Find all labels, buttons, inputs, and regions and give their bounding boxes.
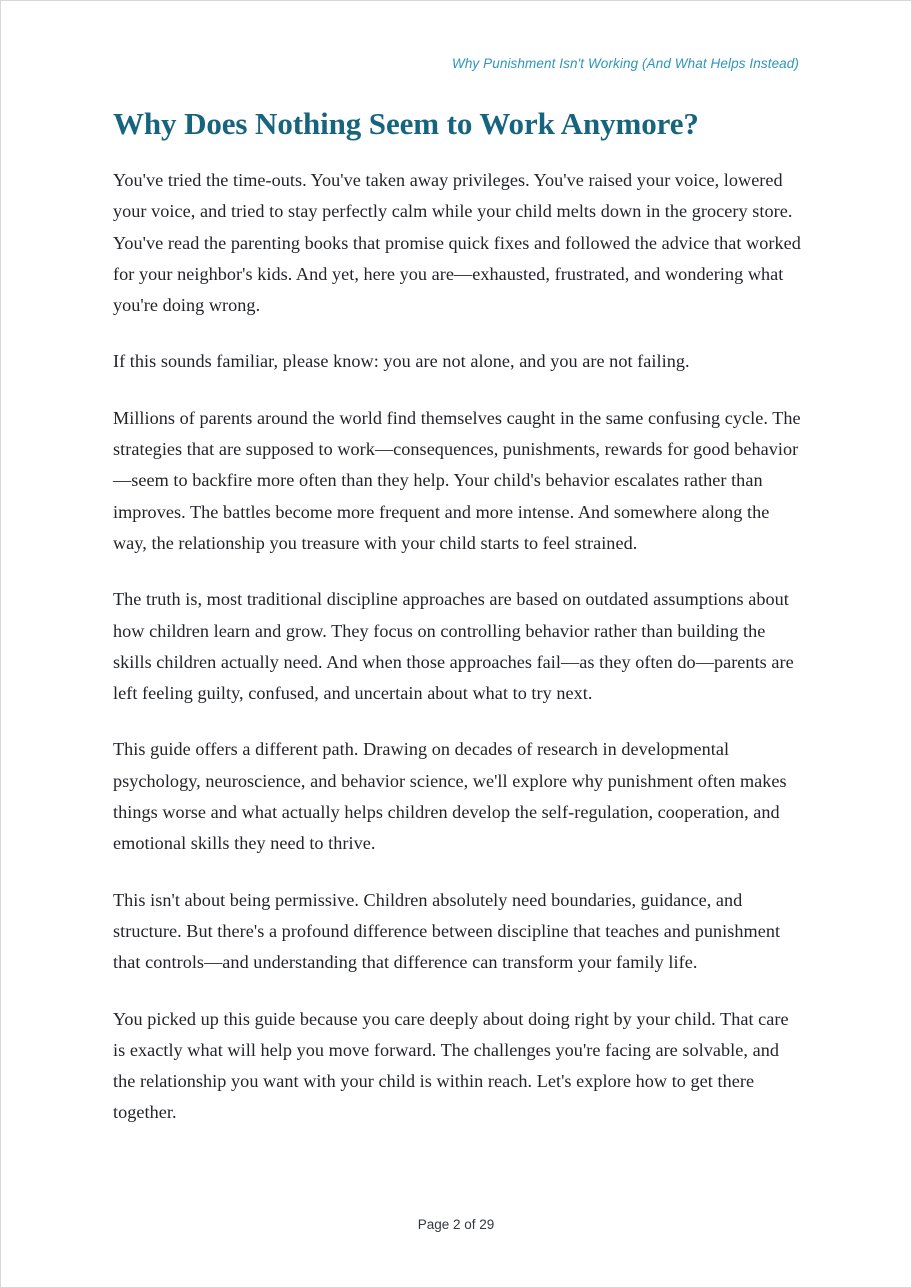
page-title: Why Does Nothing Seem to Work Anymore? (113, 106, 699, 141)
page-footer: Page 2 of 29 (417, 1217, 495, 1232)
body-paragraph: This guide offers a different path. Drawing on decades of research in developmental psychology, neuroscience, and behavior science, we'll explore why punishment often makes things worse and what actually helps children develop the self-regulation, cooperation, and emotional skills they need to thrive. (113, 739, 787, 854)
body-paragraph: This isn't about being permissive. Children absolutely need boundaries, guidance, and structure. But there's a profound difference between discipline that teaches and punishment that controls—and understanding that difference can transform your family life. (113, 889, 781, 973)
page-content (113, 105, 801, 1129)
running-header: Why Punishment Isn't Working (And What Helps Instead) (451, 56, 799, 71)
body-paragraph: Millions of parents around the world find themselves caught in the same confusing cycle. The strategies that are supposed to work—consequences, punishments, rewards for good behavior—seem to backfire more often than they help. Your child's behavior escalates rather than improves. The battles become more frequent and more intense. And somewhere along the way, the relationship you treasure with your child starts to feel strained. (113, 407, 801, 553)
body-paragraph: The truth is, most traditional discipline approaches are based on outdated assumptions about how children learn and grow. They focus on controlling behavior rather than building the skills children actually need. And when those approaches fail—as they often do—parents are left feeling guilty, confused, and uncertain about what to try next. (113, 589, 794, 704)
body-paragraph: You've tried the time-outs. You've taken away privileges. You've raised your voice, lowered your voice, and tried to stay perfectly calm while your child melts down in the grocery store. You've read the parenting books that promise quick fixes and followed the advice that worked for your neighbor's kids. And yet, here you are—exhausted, frustrated, and wondering what you're doing wrong. (113, 170, 801, 316)
body-paragraph: If this sounds familiar, please know: you are not alone, and you are not failing. (113, 351, 690, 372)
body-paragraph: You picked up this guide because you care deeply about doing right by your child. That care is exactly what will help you move forward. The challenges you're facing are solvable, and the relationship you want with your child is within reach. Let's explore how to get there together. (113, 1008, 789, 1123)
